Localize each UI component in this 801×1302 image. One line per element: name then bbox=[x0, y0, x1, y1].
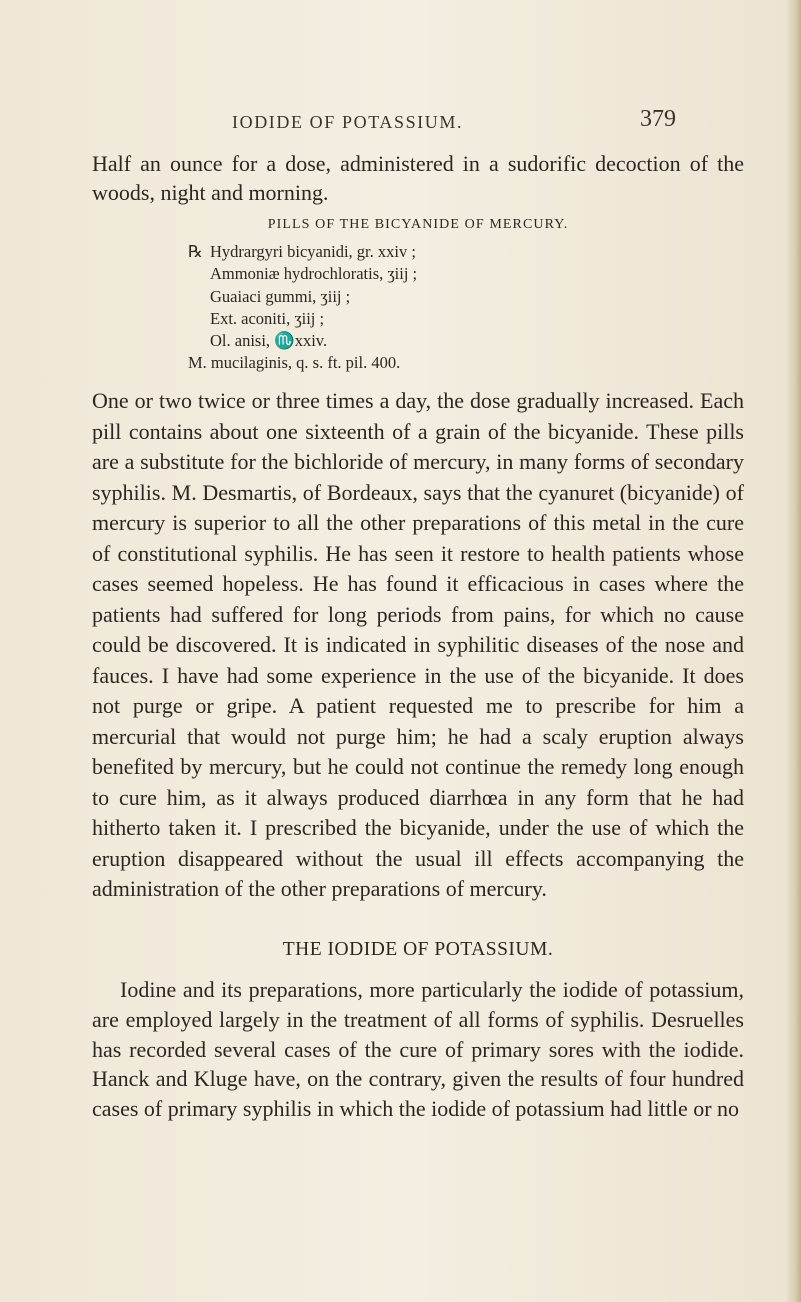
formula-title: PILLS OF THE BICYANIDE OF MERCURY. bbox=[267, 217, 569, 233]
formula-line bbox=[188, 241, 744, 263]
text-block bbox=[92, 150, 744, 1124]
formula-line: M. mucilaginis, q. s. ft. pil. 400. bbox=[188, 353, 401, 373]
formula-line: Ol. anisi, ♏xxiv. bbox=[210, 331, 328, 350]
page-number: 379 bbox=[640, 106, 676, 132]
formula-line: Ammoniæ hydrochloratis, ʒiij ; bbox=[210, 264, 418, 284]
intro-paragraph: Half an ounce for a dose, administered in a sudorific decoction of the woods, night and morning. bbox=[92, 151, 744, 205]
formula-line: Ext. aconiti, ʒiij ; bbox=[210, 308, 325, 328]
section-heading: THE IODIDE OF POTASSIUM. bbox=[282, 938, 554, 960]
page-header bbox=[0, 106, 801, 140]
formula-line: Guaiaci gummi, ʒiij ; bbox=[210, 286, 351, 306]
formula-line-text: Hydrargyri bicyanidi, gr. xxiv ; bbox=[210, 242, 416, 262]
running-head: IODIDE OF POTASSIUM. bbox=[232, 112, 464, 132]
section-paragraph: Iodine and its preparations, more particularly the iodide of potassium, are employed largely in the treatment of all forms of syphilis. Desruelles has recorded several cases of the cure of primary sores with the iodide. Hanck and Kluge have, on the contrary, given the results of four hundred cases of primary syphilis in which the iodide of potassium had little or no bbox=[92, 976, 744, 1122]
formula-block bbox=[188, 241, 744, 374]
body-paragraph: One or two twice or three times a day, the dose gradually increased. Each pill contains about one sixteenth of a grain of the bicyanide. These pills are a substitute for the bichloride of mercury, in many forms of secondary syphilis. M. Desmartis, of Bordeaux, says that the cyanuret (bicyanide) of mercury is superior to all the other preparations of this metal in the cure of constitutional syphilis. He has seen it restore to health patients whose cases seemed hopeless. He has found it efficacious in cases where the patients had suffered for long periods from pains, for which no cause could be discovered. It is indicated in syphilitic diseases of the nose and fauces. I have had some experience in the use of the bicyanide. It does not purge or gripe. A patient requested me to prescribe for him a mercurial that would not purge him; he had a scaly eruption always benefited by mercury, but he could not continue the remedy long enough to cure him, as it always produced diarrhœa in any form that he had hitherto taken it. I prescribed the bicyanide, under the use of which the eruption disappeared without the usual ill effects accompanying the administration of the other preparations of mercury. bbox=[92, 388, 744, 902]
page-edge bbox=[787, 0, 801, 1302]
rx-symbol: ℞ bbox=[188, 242, 203, 262]
